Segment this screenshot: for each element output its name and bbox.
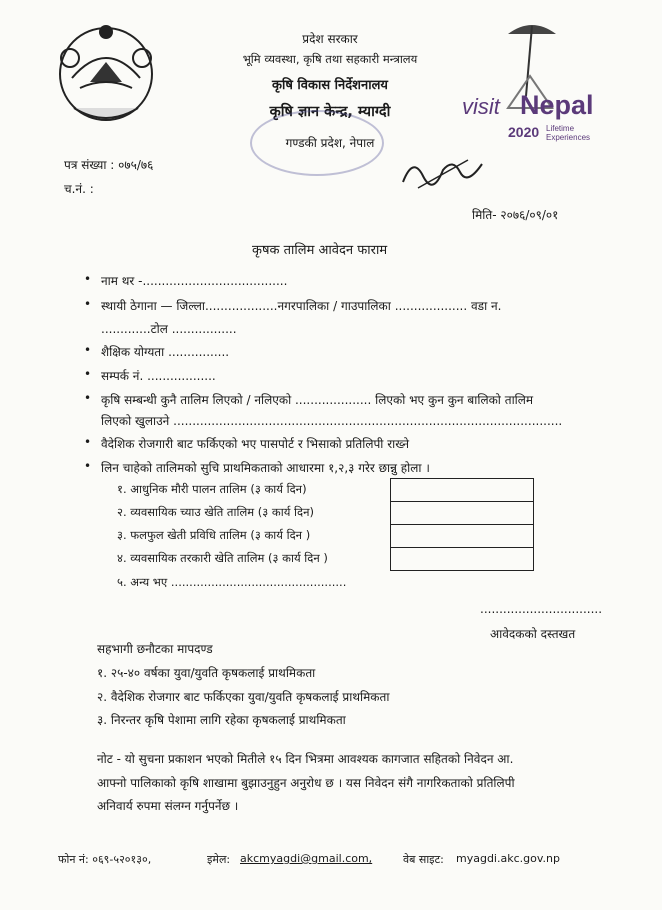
header-location: गण्डकी प्रदेश, नेपाल [285,136,375,150]
training-option-vegetable: ४. व्यवसायिक तरकारी खेति तालिम (३ कार्य दिन ) [117,551,328,565]
bullet-icon: • [84,459,92,473]
training-option-other: ५. अन्य भए ................................................ [117,575,347,589]
applicant-signature-label: आवेदकको दस्तखत [490,627,576,641]
visit-nepal-year: 2020 [508,124,540,140]
official-signature [398,146,488,192]
bullet-icon: • [84,367,92,381]
note-line: नोट - यो सुचना प्रकाशन भएको मितीले १५ दिन भित्रमा आवश्यक कागजात सहितको निवेदन आ. [97,752,514,766]
footer-website-label: वेब साइट: [403,853,444,866]
criteria-item: २. वैदेशिक रोजगार बाट फर्किएका युवा/युवति कृषकलाई प्राथमिकता [97,690,390,704]
office-stamp [250,110,384,176]
priority-box-2[interactable] [391,502,533,525]
priority-box-3[interactable] [391,525,533,548]
visit-nepal-word-visit: visit [462,94,500,119]
letter-date: मिति- २०७६/०९/०१ [472,208,559,222]
criteria-item: १. २५-४० वर्षका युवा/युवति कृषकलाई प्राथमिकता [97,666,316,680]
training-option-mushroom: २. व्यवसायिक च्याउ खेति तालिम (३ कार्य दिन) [117,505,314,519]
footer-website[interactable]: myagdi.akc.gov.np [456,852,560,865]
field-training-details: लिएको खुलाउने ...................................................................................................... [101,414,563,428]
bullet-icon: • [84,343,92,357]
bullet-icon: • [84,435,92,449]
visit-nepal-logo [460,16,606,146]
footer-email-label: इमेल: [207,853,231,866]
dispatch-number: च.नं. : [64,182,94,196]
header-directorate: कृषि विकास निर्देशनालय [272,78,388,93]
header-office: कृषि ज्ञान केन्द्र, म्याग्दी [269,104,391,120]
priority-box-4[interactable] [391,548,533,570]
bullet-icon: • [84,391,92,405]
field-address-tole: .............टोल ................. [101,322,237,336]
visit-nepal-tagline: Lifetime Experiences [546,124,591,142]
visit-nepal-word-nepal: Nepal [520,90,594,120]
bullet-icon: • [84,297,92,311]
footer-email[interactable]: akcmyagdi@gmail.com, [240,852,373,865]
criteria-item: ३. निरन्तर कृषि पेशामा लागि रहेका कृषकलाई प्राथमिकता [97,713,346,727]
bullet-icon: • [84,272,92,286]
criteria-heading: सहभागी छनौटका मापदण्ड [97,642,213,656]
note-line: अनिवार्य रुपमा संलग्न गर्नुपर्नेछ । [97,799,239,813]
header-province: प्रदेश सरकार [302,32,358,46]
header-ministry: भूमि व्यवस्था, कृषि तथा सहकारी मन्त्रालय [242,52,418,66]
form-title: कृषक तालिम आवेदन फाराम [252,243,388,258]
footer-phone: फोन नं: ०६९-५२०१३०, [58,853,152,866]
letter-number: पत्र संख्या : ०७५/७६ [64,158,154,172]
nepal-emblem-logo [50,18,162,130]
applicant-signature-line: ................................ [480,602,603,616]
priority-boxes [390,478,534,571]
training-option-bee: १. आधुनिक मौरी पालन तालिम (३ कार्य दिन) [117,482,307,496]
training-option-fruit: ३. फलफुल खेती प्रविधि तालिम (३ कार्य दिन ) [117,528,311,542]
note-line: आफ्नो पालिकाको कृषि शाखामा बुझाउनुहुन अनुरोध छ । यस निवेदन संगै नागरिकताको प्रतिलिपी [97,776,515,790]
priority-box-1[interactable] [391,479,533,502]
